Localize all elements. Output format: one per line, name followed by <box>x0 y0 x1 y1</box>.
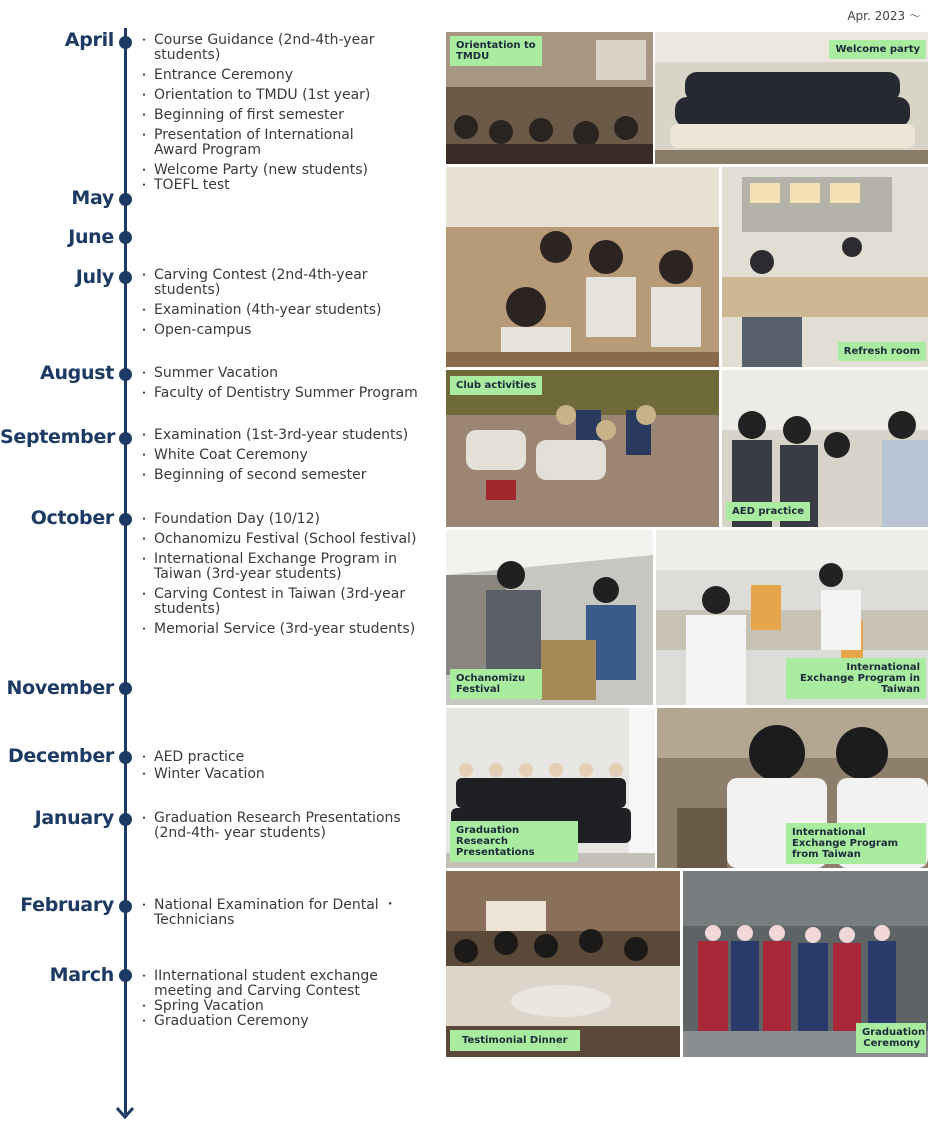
date-range: Apr. 2023 ～ <box>847 9 921 23</box>
timeline-dot <box>119 513 132 526</box>
event-item: ・ Faculty of Dentistry Summer Program <box>144 386 434 401</box>
timeline-dot <box>119 36 132 49</box>
photo-caption: AED practice <box>726 502 810 521</box>
events-july <box>144 268 384 343</box>
photo-caption: International Exchange Program in Taiwan <box>786 658 926 699</box>
photo-club-activities <box>446 370 719 527</box>
event-item: ・ Open-campus <box>144 323 384 338</box>
timeline-dot <box>119 231 132 244</box>
photo-ochanomizu-festival <box>446 530 653 705</box>
timeline-dot <box>119 813 132 826</box>
event-item: ・ Examination (1st-3rd-year students) <box>144 428 434 443</box>
events-april <box>144 33 394 193</box>
timeline-dot <box>119 682 132 695</box>
photo-classroom <box>446 167 719 367</box>
photo-caption: Ochanomizu Festival <box>450 669 542 699</box>
timeline-arrow-icon <box>114 1104 136 1122</box>
timeline-dot <box>119 751 132 764</box>
event-item: ・ Foundation Day (10/12) <box>144 512 424 527</box>
event-item: ・ TOEFL test <box>144 178 394 193</box>
event-item: ・ Entrance Ceremony <box>144 68 394 83</box>
events-march <box>144 969 394 1029</box>
photo-refresh-room <box>722 167 928 367</box>
event-item: ・ AED practice <box>144 750 404 765</box>
photo-welcome-party <box>655 32 928 164</box>
month-june: June <box>68 226 114 248</box>
photo-caption: Graduation Research Presentations <box>450 821 578 862</box>
photo-caption: Club activities <box>450 376 542 395</box>
event-item: ・ Summer Vacation <box>144 366 434 381</box>
event-item: ・ Ochanomizu Festival (School festival) <box>144 532 424 547</box>
events-august <box>144 366 434 406</box>
event-item: ・ Course Guidance (2nd-4th-year students) <box>144 33 394 63</box>
photo-exchange-from-taiwan <box>657 708 928 868</box>
photo-caption: Refresh room <box>838 342 926 361</box>
event-item: ・ White Coat Ceremony <box>144 448 434 463</box>
event-item: ・ Welcome Party (new students) <box>144 163 394 178</box>
timeline-dot <box>119 368 132 381</box>
event-item: ・ Graduation Research Presentations (2nd-4th- year students) <box>144 811 414 841</box>
events-january <box>144 811 414 841</box>
month-july: July <box>75 266 114 288</box>
month-august: August <box>40 362 114 384</box>
timeline-line <box>124 28 127 1114</box>
month-september: September <box>0 426 116 448</box>
event-item: ・ Winter Vacation <box>144 767 404 782</box>
events-february <box>144 898 404 928</box>
timeline-dot <box>119 193 132 206</box>
events-october <box>144 512 424 642</box>
event-item: ・ Examination (4th-year students) <box>144 303 384 318</box>
month-january: January <box>34 807 114 829</box>
photo-caption: Graduation Ceremony <box>856 1023 926 1053</box>
event-item: ・ Beginning of second semester <box>144 468 434 483</box>
event-item: ・ Memorial Service (3rd-year students) <box>144 622 424 637</box>
event-item: ・ Graduation Ceremony <box>144 1014 394 1029</box>
event-item: ・ Carving Contest (2nd-4th-year students) <box>144 268 384 298</box>
event-item: ・ Carving Contest in Taiwan (3rd-year students) <box>144 587 424 617</box>
month-november: November <box>6 677 114 699</box>
timeline-dot <box>119 271 132 284</box>
photo-caption: Testimonial Dinner <box>450 1030 580 1051</box>
event-item: ・ Orientation to TMDU (1st year) <box>144 88 394 103</box>
photo-exchange-taiwan <box>656 530 928 705</box>
event-item: ・ Presentation of International Award Program <box>144 128 394 158</box>
photo-aed-practice <box>722 370 928 527</box>
event-item: ・ National Examination for Dental ・ Technicians <box>144 898 404 928</box>
photo-orientation <box>446 32 653 164</box>
events-december <box>144 750 404 782</box>
event-item: ・ Spring Vacation <box>144 999 394 1014</box>
month-february: February <box>20 894 114 916</box>
month-may: May <box>71 187 114 209</box>
timeline-dot <box>119 432 132 445</box>
photo-testimonial-dinner <box>446 871 680 1057</box>
events-september <box>144 428 434 488</box>
month-march: March <box>49 964 114 986</box>
event-item: ・ IInternational student exchange meeting and Carving Contest <box>144 969 394 999</box>
photo-graduation-ceremony <box>683 871 928 1057</box>
month-october: October <box>30 507 114 529</box>
month-december: December <box>7 745 114 767</box>
photo-grad-research <box>446 708 655 868</box>
photo-caption: International Exchange Program from Taiwan <box>786 823 926 864</box>
timeline-dot <box>119 900 132 913</box>
photo-caption: Orientation to TMDU <box>450 36 542 66</box>
timeline-dot <box>119 969 132 982</box>
photo-caption: Welcome party <box>829 40 926 59</box>
event-item: ・ International Exchange Program in Taiwan (3rd-year students) <box>144 552 424 582</box>
month-april: April <box>64 29 114 51</box>
event-item: ・ Beginning of first semester <box>144 108 394 123</box>
